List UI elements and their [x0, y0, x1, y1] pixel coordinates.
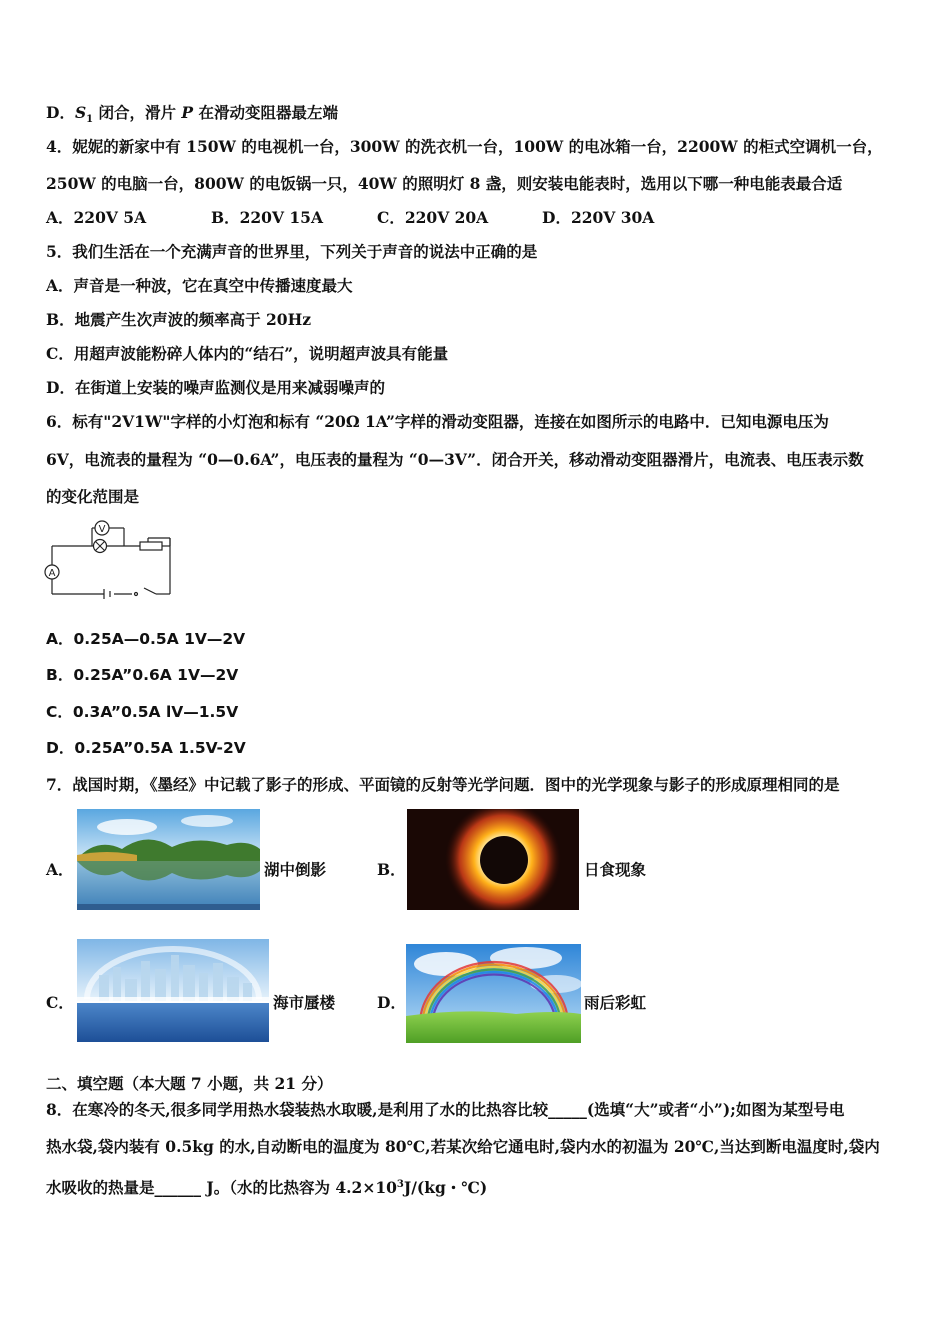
q7-stem: 7．战国时期，《墨经》中记载了影子的形成、平面镜的反射等光学问题．图中的光学现象与影子的形成原理相同的是 — [46, 775, 840, 794]
q7-option-d-letter: D． — [377, 993, 406, 1012]
q7-option-c-caption: 海市蜃楼 — [273, 993, 336, 1012]
q4-option-d: D．220V 30A — [542, 208, 655, 227]
q6-stem-line1: 6．标有"2V1W"字样的小灯泡和标有 “20Ω 1A”字样的滑动变阻器，连接在如图所示的电路中．已知电源电压为 — [46, 412, 829, 431]
lake-reflection-image — [77, 809, 260, 910]
q6-stem-line2: 6V，电流表的量程为 “0—0.6A”，电压表的量程为 “0—3V”．闭合开关，移动滑动变阻器滑片，电流表、电压表示数 — [46, 450, 864, 469]
q6-option-c: C．0.3A”0.5A lV—1.5V — [46, 703, 239, 721]
q8-stem-line2: 热水袋,袋内装有 0.5kg 的水,自动断电的温度为 80℃,若某次给它通电时,袋内水的初温为 20℃,当达到断电温度时,袋内 — [46, 1137, 880, 1156]
q7-option-a-letter: A． — [46, 860, 74, 879]
q3-option-d: D．$S_1$ 闭合，滑片 P 在滑动变阻器最左端 — [46, 103, 338, 126]
q6-stem-line3: 的变化范围是 — [46, 487, 140, 506]
q5-stem: 5．我们生活在一个充满声音的世界里，下列关于声音的说法中正确的是 — [46, 242, 538, 261]
solar-eclipse-image — [407, 809, 579, 910]
mirage-image — [77, 939, 269, 1042]
q4-option-c: C．220V 20A — [377, 208, 489, 227]
section-2-title: 二、填空题（本大题 7 小题，共 21 分） — [46, 1074, 333, 1093]
q7-option-c-letter: C． — [46, 993, 74, 1012]
q8-stem-line1: 8．在寒冷的冬天,很多同学用热水袋装热水取暖,是利用了水的比热容比较_____(选填“大”或者“小”);如图为某型号电 — [46, 1100, 845, 1119]
q5-option-a: A．声音是一种波，它在真空中传播速度最大 — [46, 276, 353, 295]
q7-option-b-letter: B． — [377, 860, 406, 879]
circuit-diagram — [44, 516, 176, 600]
q4-stem-line1: 4．妮妮的新家中有 150W 的电视机一台，300W 的洗衣机一台，100W 的电冰箱一台，2200W 的柜式空调机一台， — [46, 137, 883, 156]
q6-option-a: A．0.25A—0.5A 1V—2V — [46, 630, 246, 648]
q6-option-b: B．0.25A”0.6A 1V—2V — [46, 666, 239, 684]
q7-option-d-caption: 雨后彩虹 — [584, 993, 647, 1012]
ammeter-label: A — [48, 568, 56, 579]
q4-option-a: A．220V 5A — [46, 208, 147, 227]
q5-option-b: B．地震产生次声波的频率高于 20Hz — [46, 310, 312, 329]
q7-option-a-caption: 湖中倒影 — [264, 860, 327, 879]
q7-option-b-caption: 日食现象 — [584, 860, 647, 879]
q4-option-b: B．220V 15A — [211, 208, 323, 227]
q5-option-d: D．在街道上安装的噪声监测仪是用来减弱噪声的 — [46, 378, 385, 397]
q6-option-d: D．0.25A”0.5A 1.5V-2V — [46, 739, 246, 757]
q4-stem-line2: 250W 的电脑一台，800W 的电饭锅一只，40W 的照明灯 8 盏，则安装电能表时，选用以下哪一种电能表最合适 — [46, 174, 843, 193]
voltmeter-label: V — [98, 524, 106, 535]
rainbow-image — [406, 944, 581, 1043]
q5-option-c: C．用超声波能粉碎人体内的“结石”，说明超声波具有能量 — [46, 344, 449, 363]
q8-stem-line3: 水吸收的热量是______ J。（水的比热容为 $4.2\times 10^3J/(kg$・℃) — [46, 1178, 488, 1198]
